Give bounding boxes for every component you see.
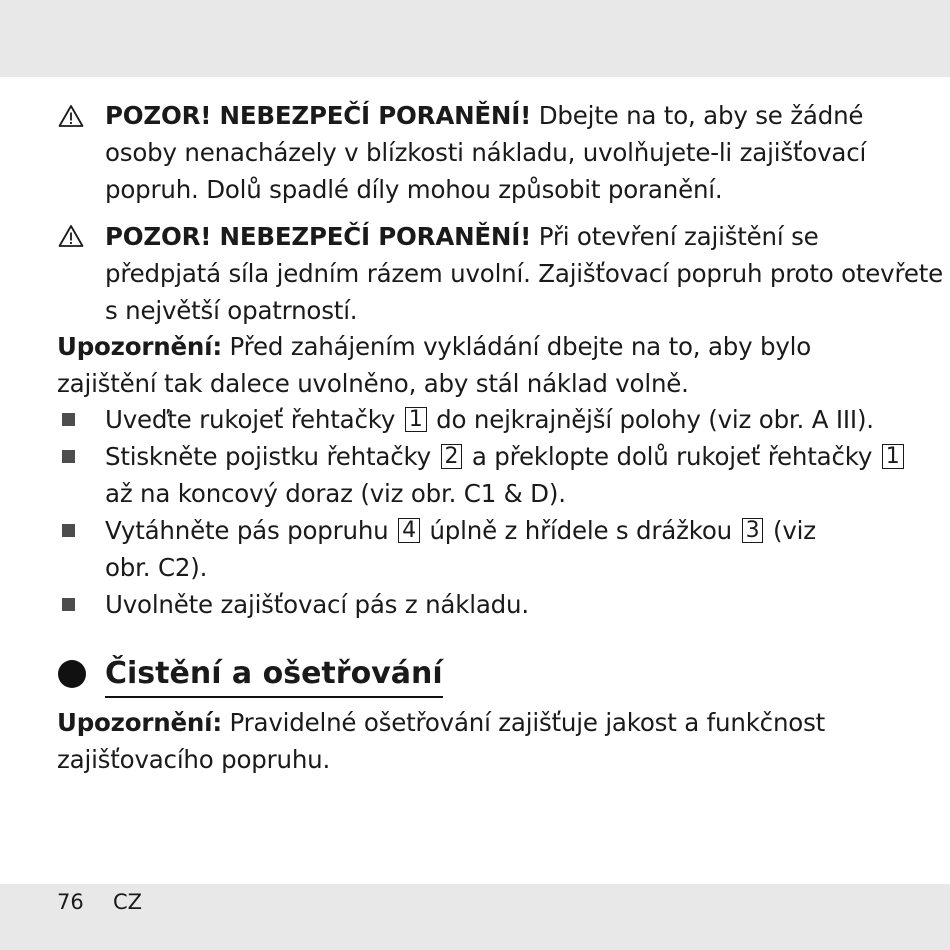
step-2-line-2: až na koncový doraz (viz obr. C1 & D). [105,479,566,508]
warning-triangle-icon [58,224,84,248]
bullet-square-icon [62,413,75,426]
step-1-text-b: do nejkrajnější polohy (viz obr. A III). [428,405,874,434]
step-3-line-1 [105,513,816,550]
note-2-line-2: zajišťovacího popruhu. [57,745,331,774]
step-3-text-c: (viz [765,516,816,545]
part-number-box: 3 [742,518,764,543]
part-number-box: 1 [882,444,904,469]
warning-2-line-2: předpjatá síla jedním rázem uvolní. Zajišťovací popruh proto otevřete [105,259,943,288]
note-2-line-1 [57,705,825,742]
note-1-line-2: zajištění tak dalece uvolněno, aby stál náklad volně. [57,369,689,398]
bullet-square-icon [62,450,75,463]
step-3-line-2: obr. C2). [105,553,208,582]
note-2-text: Pravidelné ošetřování zajišťuje jakost a funkčnost [221,708,826,737]
note-1-text: Před zahájením vykládání dbejte na to, aby bylo [221,332,812,361]
warning-1-text: Dbejte na to, aby se žádné [531,101,864,130]
note-1-label: Upozornění: [57,332,222,361]
warning-1-lead: POZOR! NEBEZPEČÍ PORANĚNÍ! [105,101,532,130]
note-2-label: Upozornění: [57,708,222,737]
bottom-band [0,884,950,950]
part-number-box: 1 [405,407,427,432]
step-2-text-a: Stiskněte pojistku řehtačky [105,442,439,471]
step-3-text-b: úplně z hřídele s drážkou [421,516,740,545]
warning-2-line-1 [105,219,819,256]
step-2-text-b: a překlopte dolů rukojeť řehtačky [464,442,880,471]
part-number-box: 4 [398,518,420,543]
part-number-box: 2 [441,444,463,469]
warning-1-line-3: popruh. Dolů spadlé díly mohou způsobit poranění. [105,175,723,204]
step-1 [105,402,874,439]
warning-1-line-1 [105,98,863,135]
warning-triangle-icon [58,104,84,128]
step-1-text-a: Uveďte rukojeť řehtačky [105,405,403,434]
warning-2-lead: POZOR! NEBEZPEČÍ PORANĚNÍ! [105,222,532,251]
step-3-text-a: Vytáhněte pás popruhu [105,516,397,545]
bullet-square-icon [62,524,75,537]
section-heading: Čistění a ošetřování [105,652,443,698]
warning-2-text: Při otevření zajištění se [531,222,819,251]
step-2-line-1 [105,439,906,476]
note-1-line-1 [57,329,811,366]
language-code: CZ [113,890,143,914]
step-4: Uvolněte zajišťovací pás z nákladu. [105,590,529,619]
warning-2-line-3: s největší opatrností. [105,296,358,325]
bullet-square-icon [62,598,75,611]
page-number: 76 [57,890,84,914]
warning-1-line-2: osoby nenacházely v blízkosti nákladu, uvolňujete-li zajišťovací [105,138,867,167]
section-bullet-icon [58,660,86,688]
